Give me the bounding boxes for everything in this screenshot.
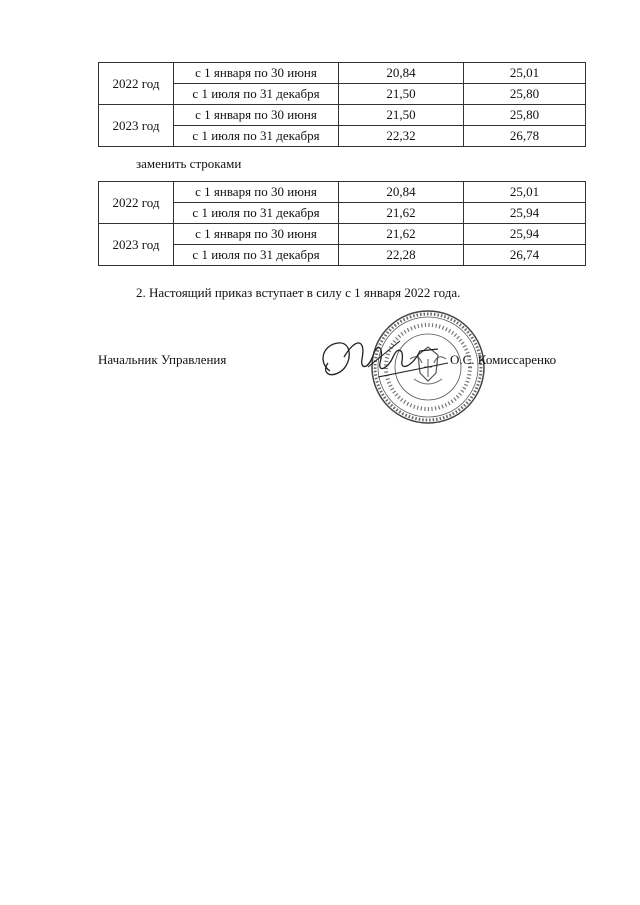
value-cell: 21,50 bbox=[339, 105, 464, 126]
table-row bbox=[99, 182, 586, 203]
period-cell: с 1 июля по 31 декабря bbox=[174, 126, 339, 147]
year-cell: 2023 год bbox=[99, 105, 174, 147]
period-cell: с 1 января по 30 июня bbox=[174, 224, 339, 245]
value-cell: 25,01 bbox=[464, 63, 586, 84]
value-cell: 25,01 bbox=[464, 182, 586, 203]
period-cell: с 1 июля по 31 декабря bbox=[174, 245, 339, 266]
period-cell: с 1 января по 30 июня bbox=[174, 182, 339, 203]
value-cell: 22,32 bbox=[339, 126, 464, 147]
signatory-position: Начальник Управления bbox=[98, 352, 227, 367]
value-cell: 25,94 bbox=[464, 224, 586, 245]
value-cell: 21,62 bbox=[339, 224, 464, 245]
period-cell: с 1 января по 30 июня bbox=[174, 105, 339, 126]
table-row bbox=[99, 105, 586, 126]
value-cell: 26,74 bbox=[464, 245, 586, 266]
year-cell: 2022 год bbox=[99, 63, 174, 105]
table-row bbox=[99, 63, 586, 84]
old-tariff-table bbox=[98, 62, 586, 147]
signatory-name: О.С. Комиссаренко bbox=[450, 352, 557, 367]
period-cell: с 1 января по 30 июня bbox=[174, 63, 339, 84]
value-cell: 25,80 bbox=[464, 105, 586, 126]
value-cell: 25,80 bbox=[464, 84, 586, 105]
value-cell: 22,28 bbox=[339, 245, 464, 266]
period-cell: с 1 июля по 31 декабря bbox=[174, 203, 339, 224]
year-cell: 2023 год bbox=[99, 224, 174, 266]
handwritten-signature-icon bbox=[308, 333, 458, 393]
period-cell: с 1 июля по 31 декабря bbox=[174, 84, 339, 105]
effective-date-paragraph: 2. Настоящий приказ вступает в силу с 1 января 2022 года. bbox=[136, 285, 461, 300]
value-cell: 26,78 bbox=[464, 126, 586, 147]
year-cell: 2022 год bbox=[99, 182, 174, 224]
value-cell: 20,84 bbox=[339, 63, 464, 84]
value-cell: 21,62 bbox=[339, 203, 464, 224]
table-row bbox=[99, 224, 586, 245]
new-tariff-table bbox=[98, 181, 586, 266]
value-cell: 20,84 bbox=[339, 182, 464, 203]
value-cell: 21,50 bbox=[339, 84, 464, 105]
value-cell: 25,94 bbox=[464, 203, 586, 224]
replace-instruction: заменить строками bbox=[136, 156, 242, 171]
